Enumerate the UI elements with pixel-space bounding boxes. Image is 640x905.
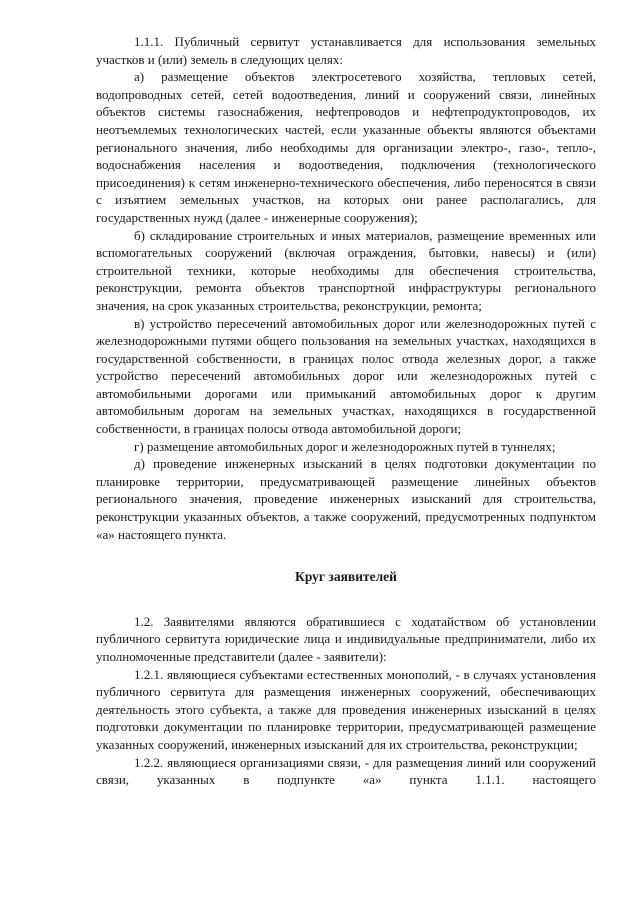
paragraph-1-2-2: 1.2.2. являющиеся организациями связи, - для размещения линий или сооружений связи, указанных в подпункте «а» пункта 1.1.1. настоящего (96, 754, 596, 788)
paragraph-item-g: г) размещение автомобильных дорог и железнодорожных путей в туннелях; (134, 438, 556, 454)
paragraph-1-2: 1.2. Заявителями являются обратившиеся с ходатайством об установлении публичного сервитута юридические лица и индивидуальные предприниматели, либо их уполномоченные представители (далее - заявители): (96, 613, 596, 664)
paragraph-item-a: а) размещение объектов электросетевого хозяйства, тепловых сетей, водопроводных сетей, сетей водоотведения, линий и сооружений связи, линейных объектов системы газоснабжения, нефтепроводов и нефтепродуктопроводов, их неотъемлемых технологических частей, если указанные объекты являются объектами регионального значения, либо необходимы для организации электро-, газо-, тепло-, водоснабжения населения и водоотведения, подключения (технологического присоединения) к сетям инженерно-технического обеспечения, либо переносятся в связи с изъятием земельных участков, на которых они ранее располагались, для государственных нужд (далее - инженерные сооружения); (96, 69, 596, 225)
paragraph-item-v: в) устройство пересечений автомобильных дорог или железнодорожных путей с железнодорожными путями общего пользования на земельных участках, находящихся в государственной собственности, в границах полос отвода железных дорог, а также устройство пересечений автомобильных дорог или железнодорожных путей с автомобильными дорогами или примыканий автомобильных дорог к другим автомобильным дорогам на земельных участках, находящихся в государственной собственности, в границах полосы отвода автомобильной дороги; (96, 315, 596, 437)
paragraph-1-2-1: 1.2.1. являющиеся субъектами естественных монополий, - в случаях установления публичного сервитута для размещения инженерных сооружений, обеспечивающих деятельность этого субъекта, а также для проведения инженерных изысканий в целях подготовки документации по планировке территории, предусматривающей размещение указанных сооружений, инженерных изысканий для их строительства, реконструкции; (96, 666, 596, 752)
paragraph-1-1-1: 1.1.1. Публичный сервитут устанавливается для использования земельных участков и (или) земель в следующих целях: (96, 34, 596, 67)
document-body (96, 33, 596, 789)
section-heading: Круг заявителей (295, 569, 397, 585)
paragraph-item-d: д) проведение инженерных изысканий в целях подготовки документации по планировке территории, предусматривающей размещение линейных объектов регионального значения, проведение инженерных изысканий для строительства, реконструкции указанных объектов, а также сооружений, предусмотренных подпунктом «а» настоящего пункта. (96, 456, 596, 542)
paragraph-item-b: б) складирование строительных и иных материалов, размещение временных или вспомогательных сооружений (включая ограждения, бытовки, навесы) и (или) строительной техники, которые необходимы для обеспечения строительства, реконструкции, ремонта объектов транспортной инфраструктуры регионального значения, на срок указанных строительства, реконструкции, ремонта; (96, 227, 596, 313)
